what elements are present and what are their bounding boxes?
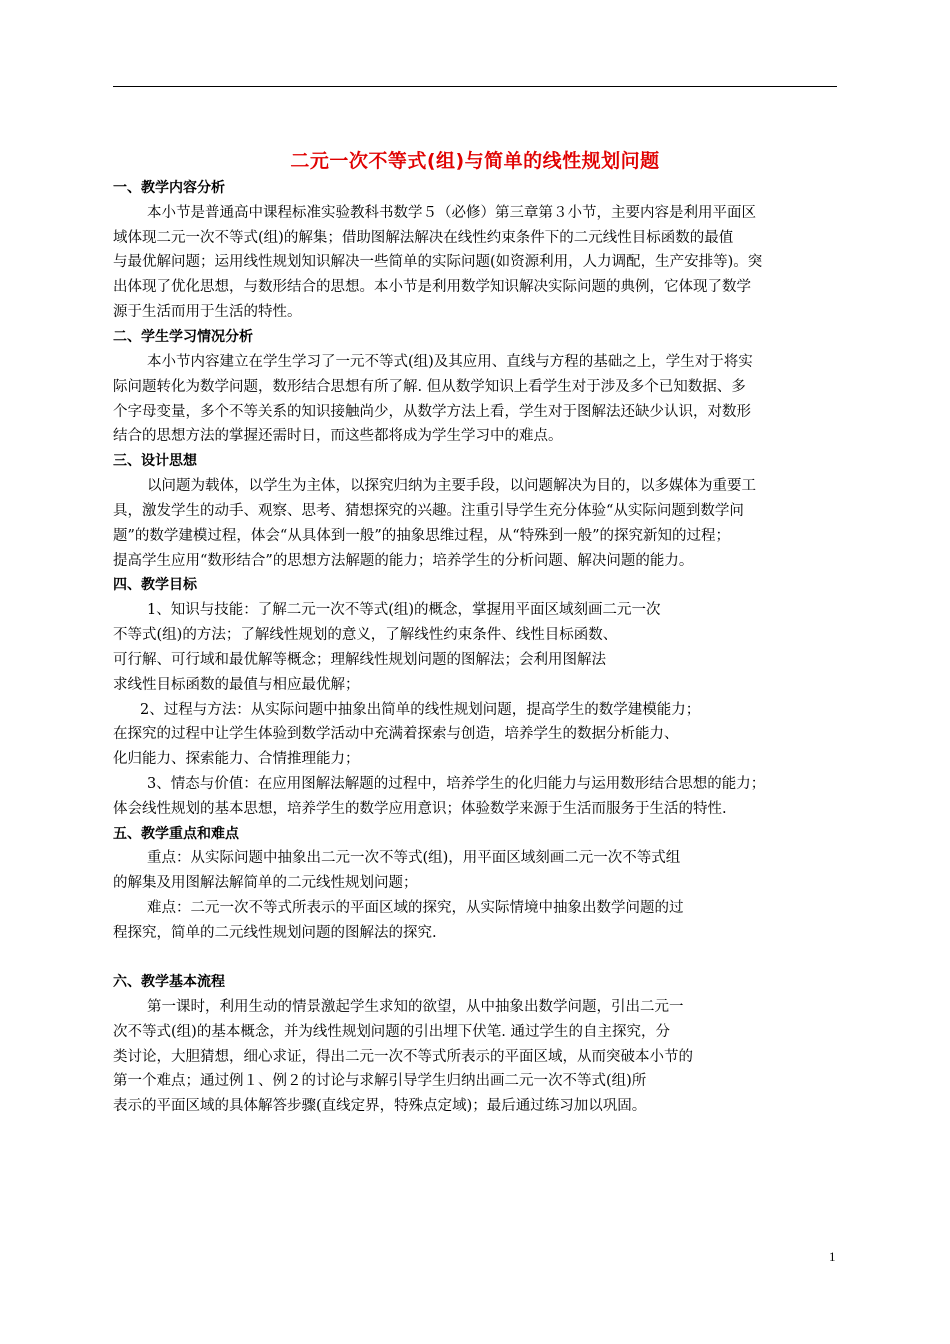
paragraph-line: 求线性目标函数的最值与相应最优解； [113, 677, 360, 693]
paragraph-line: 3、情态与价值：在应用图解法解题的过程中，培养学生的化归能力与运用数形结合思想的能力； [147, 776, 766, 792]
paragraph-line: 可行解、可行域和最优解等概念；理解线性规划问题的图解法；会利用图解法 [113, 652, 606, 668]
section-heading: 三、设计思想 [113, 453, 197, 469]
paragraph-line: 程探究，简单的二元线性规划问题的图解法的探究. [113, 925, 437, 941]
page-number: 1 [829, 1249, 836, 1264]
paragraph-line: 与最优解问题；运用线性规划知识解决一些简单的实际问题(如资源利用，人力调配，生产安排等)。突 [113, 254, 763, 270]
section-heading: 六、教学基本流程 [113, 974, 225, 990]
paragraph-line: 第一个难点；通过例１、例２的讨论与求解引导学生归纳出画二元一次不等式(组)所 [113, 1073, 647, 1089]
section-heading: 五、教学重点和难点 [113, 826, 239, 842]
section-heading: 二、学生学习情况分析 [113, 329, 253, 345]
paragraph-line: 以问题为载体，以学生为主体，以探究归纳为主要手段，以问题解决为目的，以多媒体为重要工 [147, 478, 756, 494]
paragraph-line: 源于生活而用于生活的特性。 [113, 304, 302, 320]
paragraph-line: 个字母变量，多个不等关系的知识接触尚少，从数学方法上看，学生对于图解法还缺少认识，对数形 [113, 404, 751, 420]
paragraph-line: 第一课时，利用生动的情景激起学生求知的欲望，从中抽象出数学问题，引出二元一 [147, 999, 684, 1015]
paragraph-line: 在探究的过程中让学生体验到数学活动中充满着探索与创造，培养学生的数据分析能力、 [113, 726, 679, 742]
paragraph-line: 重点：从实际问题中抽象出二元一次不等式(组)，用平面区域刻画二元一次不等式组 [147, 850, 681, 866]
paragraph-line: 化归能力、探索能力、合情推理能力； [113, 751, 360, 767]
section-heading: 四、教学目标 [113, 577, 197, 593]
section-heading: 一、教学内容分析 [113, 180, 225, 196]
paragraph-line: 提高学生应用“数形结合”的思想方法解题的能力；培养学生的分析问题、解决问题的能力。 [113, 553, 694, 569]
paragraph-line: 次不等式(组)的基本概念，并为线性规划问题的引出埋下伏笔. 通过学生的自主探究，分 [113, 1024, 671, 1040]
paragraph-line: 的解集及用图解法解简单的二元线性规划问题； [113, 875, 418, 891]
paragraph-line: 本小节是普通高中课程标准实验教科书数学５（必修）第三章第３小节，主要内容是利用平面区 [147, 205, 756, 221]
paragraph-line: 域体现二元一次不等式(组)的解集；借助图解法解决在线性约束条件下的二元线性目标函数的最值 [113, 230, 734, 246]
paragraph-line: 际问题转化为数学问题，数形结合思想有所了解. 但从数学知识上看学生对于涉及多个已知数据、多 [113, 379, 746, 395]
paragraph-line: 具，激发学生的动手、观察、思考、猜想探究的兴趣。注重引导学生充分体验“从实际问题到数学问 [113, 503, 744, 519]
paragraph-line: 出体现了优化思想，与数形结合的思想。本小节是利用数学知识解决实际问题的典例，它体现了数学 [113, 279, 751, 295]
paragraph-line: 类讨论，大胆猜想，细心求证，得出二元一次不等式所表示的平面区域，从而突破本小节的 [113, 1049, 693, 1065]
paragraph-line: 不等式(组)的方法；了解线性规划的意义，了解线性约束条件、线性目标函数、 [113, 627, 618, 643]
header-rule [113, 86, 837, 87]
paragraph-line: 题”的数学建模过程，体会“从具体到一般”的抽象思维过程，从“特殊到一般”的探究新知的过程； [113, 528, 731, 544]
paragraph-line: 结合的思想方法的掌握还需时日，而这些都将成为学生学习中的难点。 [113, 428, 563, 444]
document-title: 二元一次不等式(组)与简单的线性规划问题 [290, 150, 660, 172]
paragraph-line: 1、知识与技能：了解二元一次不等式(组)的概念，掌握用平面区域刻画二元一次 [147, 602, 661, 618]
paragraph-line: 体会线性规划的基本思想，培养学生的数学应用意识；体验数学来源于生活而服务于生活的特性. [113, 801, 727, 817]
paragraph-line: 2、过程与方法：从实际问题中抽象出简单的线性规划问题，提高学生的数学建模能力； [140, 702, 701, 718]
paragraph-line: 本小节内容建立在学生学习了一元不等式(组)及其应用、直线与方程的基础之上，学生对于将实 [147, 354, 753, 370]
paragraph-line: 难点：二元一次不等式所表示的平面区域的探究，从实际情境中抽象出数学问题的过 [147, 900, 684, 916]
paragraph-line: 表示的平面区域的具体解答步骤(直线定界，特殊点定域)；最后通过练习加以巩固。 [113, 1098, 647, 1114]
